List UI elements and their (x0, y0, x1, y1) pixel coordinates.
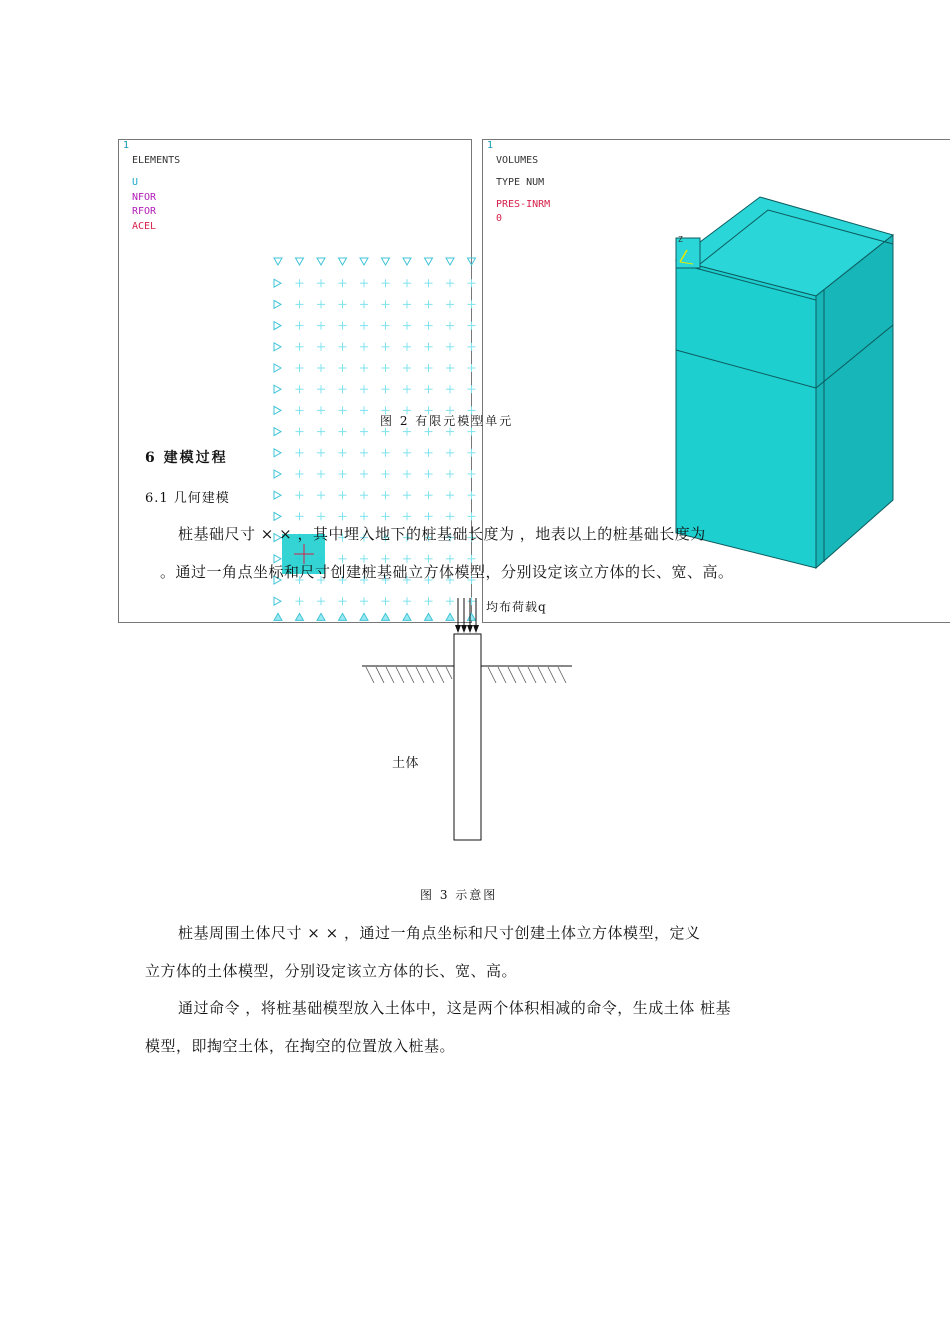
plot-title: ELEMENTS (132, 155, 181, 166)
constraint-symbol (274, 364, 281, 372)
fe-mesh-grid (119, 140, 473, 624)
legend-pres: PRES-INRM (496, 199, 551, 210)
constraint-symbol (468, 258, 476, 265)
constraint-symbol (274, 449, 281, 457)
constraint-symbol (360, 258, 368, 265)
constraint-symbol (339, 258, 347, 265)
constraint-symbol (425, 258, 433, 265)
soil-label: 土体 (392, 756, 420, 771)
figure-2-caption: 图 2 有限元模型单元 (380, 414, 514, 428)
constraint-symbol (274, 428, 281, 436)
volume-solid (483, 140, 950, 624)
plot-window-number: 1 (487, 140, 494, 151)
svg-text:Z: Z (678, 235, 683, 244)
constraint-symbol (274, 258, 282, 265)
pile-schematic (0, 595, 950, 875)
constraint-symbol (296, 258, 304, 265)
constraint-symbol (317, 258, 325, 265)
paragraph-3-line-1: 通过命令 ，将桩基础模型放入土体中，这是两个体积相减的命令，生成土体 桩基 (178, 999, 732, 1017)
constraint-symbol (274, 322, 281, 330)
constraint-symbol (274, 512, 281, 520)
legend-acel: ACEL (132, 221, 157, 232)
constraint-symbol (274, 385, 281, 393)
legend-zero: 0 (496, 213, 503, 224)
legend-u: U (132, 177, 139, 188)
paragraph-3-line-2: 模型，即掏空土体，在掏空的位置放入桩基。 (145, 1037, 456, 1055)
plot-subtitle: TYPE NUM (496, 177, 545, 188)
plot-title: VOLUMES (496, 155, 539, 166)
constraint-symbol (274, 343, 281, 351)
constraint-symbol (274, 470, 281, 478)
constraint-symbol (382, 258, 390, 265)
constraint-symbol (274, 279, 281, 287)
paragraph-1-line-1: 桩基础尺寸 × × ，其中埋入地下的桩基础长度为 ，地表以上的桩基础长度为 (178, 525, 706, 543)
paragraph-2-line-2: 立方体的土体模型，分别设定该立方体的长、宽、高。 (145, 962, 518, 980)
figure-3-caption: 图 3 示意图 (420, 888, 498, 902)
constraint-symbol (446, 258, 454, 265)
legend-nfor: NFOR (132, 192, 157, 203)
legend-rfor: RFOR (132, 206, 157, 217)
plot-window-number: 1 (123, 140, 130, 151)
volumes-plot-panel (482, 139, 950, 623)
paragraph-1-line-2: 。通过一角点坐标和尺寸创建桩基础立方体模型，分别设定该立方体的长、宽、高。 (160, 563, 734, 581)
constraint-symbol (274, 406, 281, 414)
section-heading: 6 建模过程 (145, 450, 228, 466)
constraint-symbol (403, 258, 411, 265)
constraint-symbol (274, 491, 281, 499)
load-label: 均布荷载q (486, 600, 547, 614)
paragraph-2-line-1: 桩基周围土体尺寸 × × ，通过一角点坐标和尺寸创建土体立方体模型，定义 (178, 924, 701, 942)
subsection-heading: 6.1 几何建模 (145, 491, 230, 506)
elements-plot-panel (118, 139, 472, 623)
constraint-symbol (274, 300, 281, 308)
